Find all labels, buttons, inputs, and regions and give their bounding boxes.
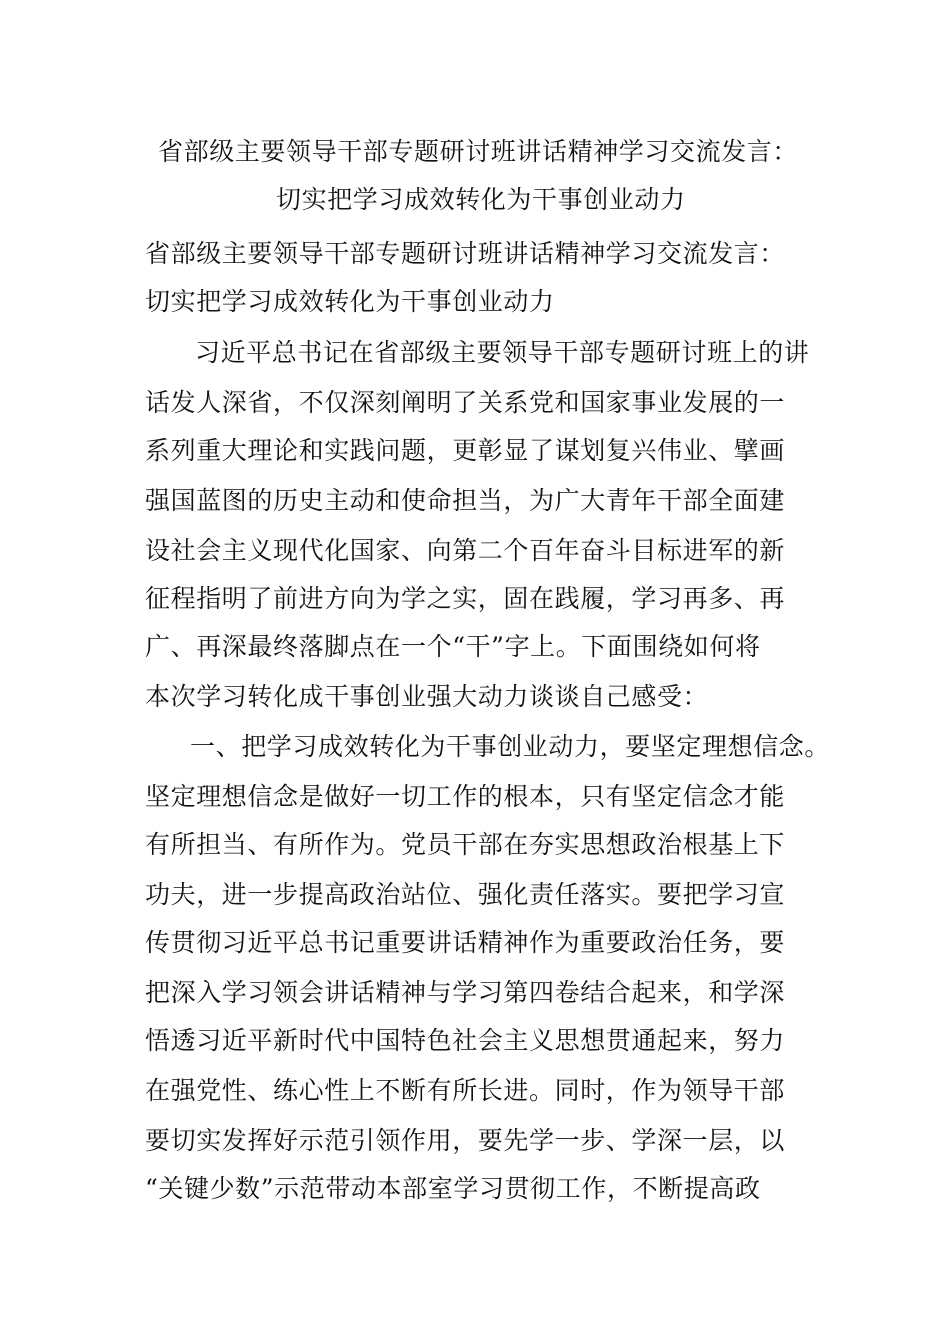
paragraph-2-line-1: 一、把学习成效转化为干事创业动力，要坚定理想信念。 xyxy=(190,732,831,761)
paragraph-1-line-8: 本次学习转化成干事创业强大动力谈谈自己感受： xyxy=(145,682,709,711)
paragraph-2-line-10: “关键少数”示范带动本部室学习贯彻工作，不断提高政 xyxy=(145,1174,761,1203)
subtitle-line-2: 切实把学习成效转化为干事创业动力 xyxy=(145,287,555,316)
paragraph-2-line-4: 功夫，进一步提高政治站位、强化责任落实。要把学习宣 xyxy=(145,880,786,909)
subtitle-line-1: 省部级主要领导干部专题研讨班讲话精神学习交流发言： xyxy=(145,239,786,268)
heading-line-1: 省部级主要领导干部专题研讨班讲话精神学习交流发言： xyxy=(158,137,799,166)
paragraph-2-line-6: 把深入学习领会讲话精神与学习第四卷结合起来，和学深 xyxy=(145,978,786,1007)
paragraph-1-line-5: 设社会主义现代化国家、向第二个百年奋斗目标进军的新 xyxy=(145,536,786,565)
paragraph-1-line-4: 强国蓝图的历史主动和使命担当，为广大青年干部全面建 xyxy=(145,486,786,515)
paragraph-2-line-3: 有所担当、有所作为。党员干部在夯实思想政治根基上下 xyxy=(145,830,786,859)
paragraph-1-line-7: 广、再深最终落脚点在一个“干”字上。下面围绕如何将 xyxy=(145,632,761,661)
paragraph-2-line-5: 传贯彻习近平总书记重要讲话精神作为重要政治任务，要 xyxy=(145,928,786,957)
paragraph-2-line-2: 坚定理想信念是做好一切工作的根本，只有坚定信念才能 xyxy=(145,782,786,811)
paragraph-2-line-8: 在强党性、练心性上不断有所长进。同时，作为领导干部 xyxy=(145,1076,786,1105)
paragraph-1-line-3: 系列重大理论和实践问题，更彰显了谋划复兴伟业、擘画 xyxy=(145,436,786,465)
heading-line-2: 切实把学习成效转化为干事创业动力 xyxy=(276,185,686,214)
paragraph-1-line-1: 习近平总书记在省部级主要领导干部专题研讨班上的讲 xyxy=(195,338,810,367)
paragraph-2-line-9: 要切实发挥好示范引领作用，要先学一步、学深一层，以 xyxy=(145,1126,786,1155)
paragraph-1-line-2: 话发人深省，不仅深刻阐明了关系党和国家事业发展的一 xyxy=(145,388,786,417)
paragraph-2-line-7: 悟透习近平新时代中国特色社会主义思想贯通起来，努力 xyxy=(145,1026,786,1055)
paragraph-1-line-6: 征程指明了前进方向为学之实，固在践履，学习再多、再 xyxy=(145,584,786,613)
